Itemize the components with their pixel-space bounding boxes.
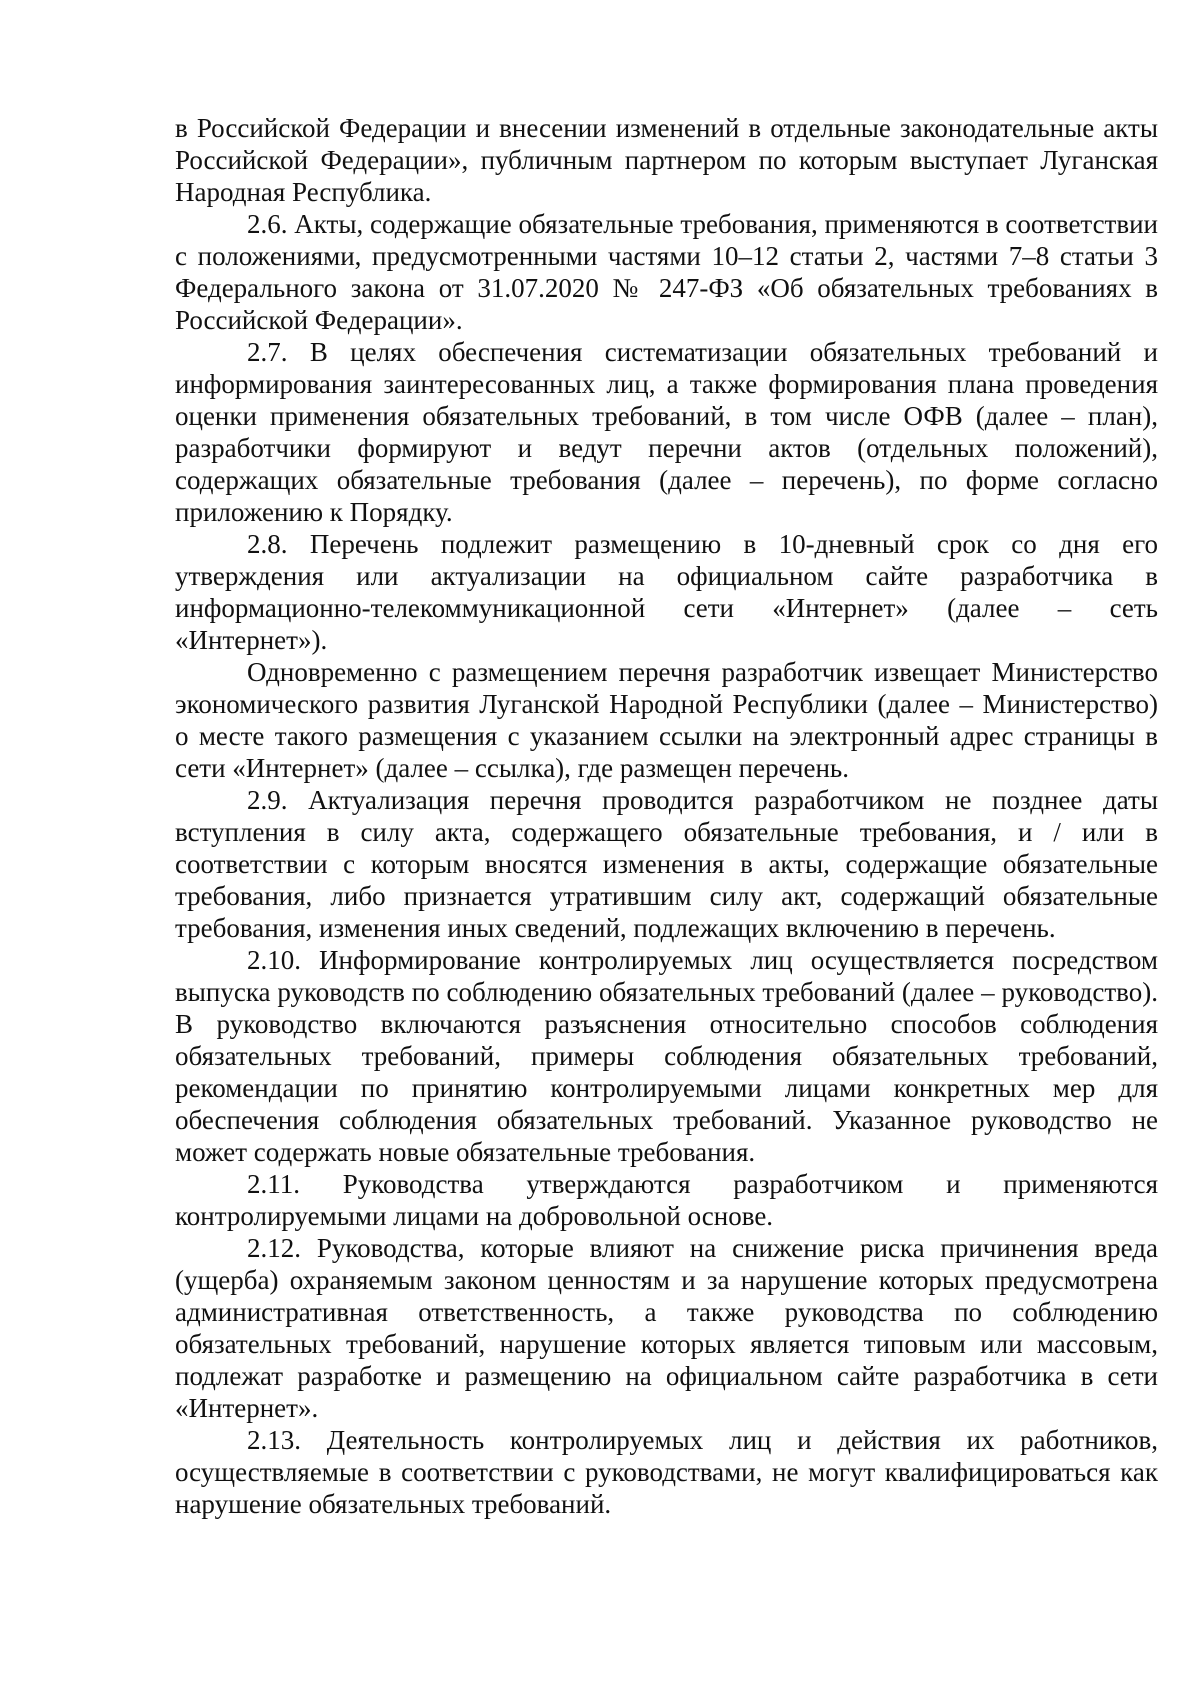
document-page <box>175 112 1158 1520</box>
paragraph-2-9: 2.9. Актуализация перечня проводится разработчиком не позднее даты вступления в силу акта, содержащего обязательные требования, и / или в соответствии с которым вносятся изменения в акты, содержащие обязательные требования, либо признается утратившим силу акт, содержащий обязательные требования, изменения иных сведений, подлежащих включению в перечень. <box>175 785 1158 943</box>
paragraph-2-10: 2.10. Информирование контролируемых лиц осуществляется посредством выпуска руководств по соблюдению обязательных требований (далее – руководство). В руководство включаются разъяснения относительно способов соблюдения обязательных требований, примеры соблюдения обязательных требований, рекомендации по принятию контролируемыми лицами конкретных мер для обеспечения соблюдения обязательных требований. Указанное руководство не может содержать новые обязательные требования. <box>175 945 1158 1167</box>
paragraph-continuation: в Российской Федерации и внесении изменений в отдельные законодательные акты Российской Федерации», публичным партнером по которым выступает Луганская Народная Республика. <box>175 113 1158 207</box>
paragraph-2-6: 2.6. Акты, содержащие обязательные требования, применяются в соответствии с положениями, предусмотренными частями 10–12 статьи 2, частями 7–8 статьи 3 Федерального закона от 31.07.2020 № 247-ФЗ «Об обязательных требованиях в Российской Федерации». <box>175 209 1158 335</box>
paragraph-2-11: 2.11. Руководства утверждаются разработчиком и применяются контролируемыми лицами на добровольной основе. <box>175 1169 1158 1231</box>
paragraph-2-8: 2.8. Перечень подлежит размещению в 10-дневный срок со дня его утверждения или актуализации на официальном сайте разработчика в информационно-телекоммуникационной сети «Интернет» (далее – сеть «Интернет»). <box>175 529 1158 655</box>
paragraph-2-13: 2.13. Деятельность контролируемых лиц и действия их работников, осуществляемые в соответствии с руководствами, не могут квалифицироваться как нарушение обязательных требований. <box>175 1425 1158 1519</box>
paragraph-2-7: 2.7. В целях обеспечения систематизации обязательных требований и информирования заинтересованных лиц, а также формирования плана проведения оценки применения обязательных требований, в том числе ОФВ (далее – план), разработчики формируют и ведут перечни актов (отдельных положений), содержащих обязательные требования (далее – перечень), по форме согласно приложению к Порядку. <box>175 337 1158 527</box>
paragraph-2-8-notice: Одновременно с размещением перечня разработчик извещает Министерство экономического развития Луганской Народной Республики (далее – Министерство) о месте такого размещения с указанием ссылки на электронный адрес страницы в сети «Интернет» (далее – ссылка), где размещен перечень. <box>175 657 1158 783</box>
paragraph-2-12: 2.12. Руководства, которые влияют на снижение риска причинения вреда (ущерба) охраняемым законом ценностям и за нарушение которых предусмотрена административная ответственность, а также руководства по соблюдению обязательных требований, нарушение которых является типовым или массовым, подлежат разработке и размещению на официальном сайте разработчика в сети «Интернет». <box>175 1233 1158 1423</box>
